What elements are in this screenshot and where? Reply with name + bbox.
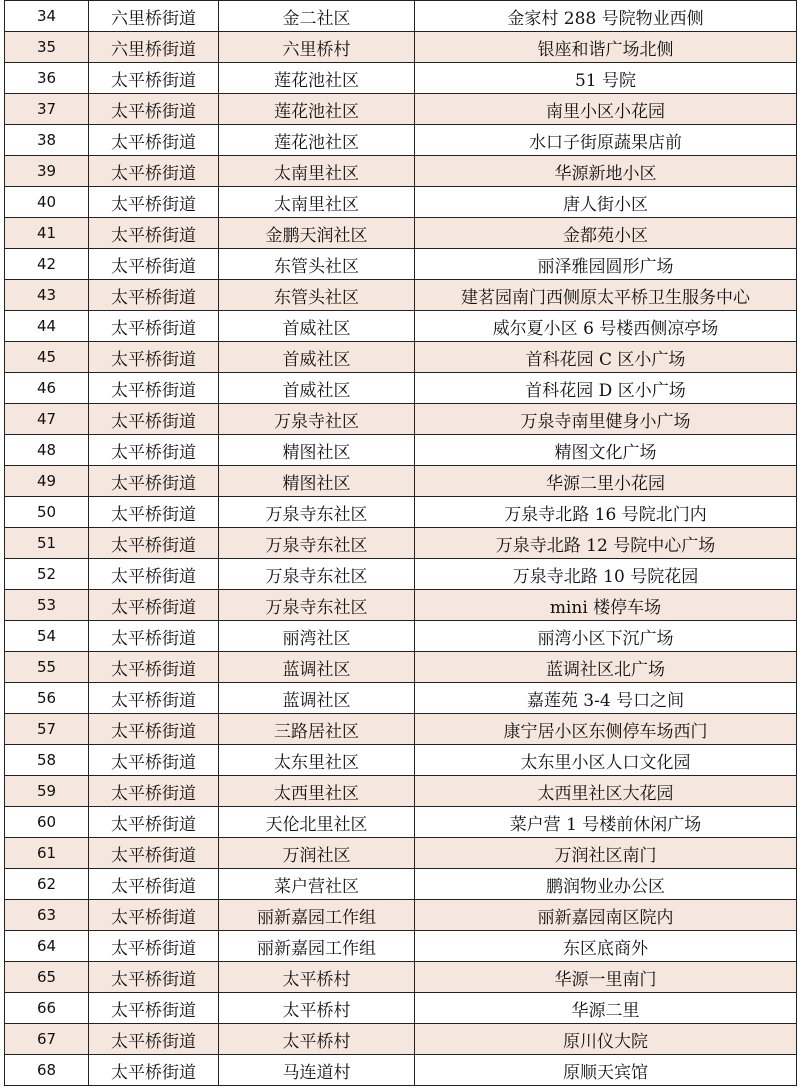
street-cell: 太平桥街道 xyxy=(89,559,219,590)
row-number-cell: 41 xyxy=(5,218,89,249)
location-table-container xyxy=(4,0,796,1086)
location-cell: 太东里小区人口文化园 xyxy=(415,745,797,776)
street-cell: 太平桥街道 xyxy=(89,683,219,714)
community-cell: 万泉寺东社区 xyxy=(219,497,415,528)
table-row xyxy=(5,652,797,683)
location-cell: 南里小区小花园 xyxy=(415,94,797,125)
table-row xyxy=(5,621,797,652)
community-cell: 天伦北里社区 xyxy=(219,807,415,838)
community-cell: 太平桥村 xyxy=(219,1024,415,1055)
row-number-cell: 55 xyxy=(5,652,89,683)
table-row xyxy=(5,156,797,187)
location-cell: 金都苑小区 xyxy=(415,218,797,249)
street-cell: 六里桥街道 xyxy=(89,1,219,32)
location-cell: 东区底商外 xyxy=(415,931,797,962)
community-cell: 首威社区 xyxy=(219,311,415,342)
table-row xyxy=(5,280,797,311)
table-row xyxy=(5,590,797,621)
row-number-cell: 51 xyxy=(5,528,89,559)
row-number-cell: 38 xyxy=(5,125,89,156)
location-cell: 华源新地小区 xyxy=(415,156,797,187)
community-cell: 太东里社区 xyxy=(219,745,415,776)
table-row xyxy=(5,931,797,962)
street-cell: 太平桥街道 xyxy=(89,993,219,1024)
row-number-cell: 54 xyxy=(5,621,89,652)
row-number-cell: 53 xyxy=(5,590,89,621)
street-cell: 太平桥街道 xyxy=(89,342,219,373)
community-cell: 太西里社区 xyxy=(219,776,415,807)
row-number-cell: 52 xyxy=(5,559,89,590)
community-cell: 万润社区 xyxy=(219,838,415,869)
row-number-cell: 37 xyxy=(5,94,89,125)
street-cell: 太平桥街道 xyxy=(89,962,219,993)
row-number-cell: 46 xyxy=(5,373,89,404)
row-number-cell: 65 xyxy=(5,962,89,993)
community-cell: 金鹏天润社区 xyxy=(219,218,415,249)
table-row xyxy=(5,466,797,497)
community-cell: 蓝调社区 xyxy=(219,683,415,714)
location-cell: 唐人街小区 xyxy=(415,187,797,218)
table-row xyxy=(5,1,797,32)
street-cell: 太平桥街道 xyxy=(89,311,219,342)
community-cell: 精图社区 xyxy=(219,466,415,497)
location-table xyxy=(4,0,797,1086)
row-number-cell: 62 xyxy=(5,869,89,900)
row-number-cell: 34 xyxy=(5,1,89,32)
community-cell: 三路居社区 xyxy=(219,714,415,745)
location-cell: 鹏润物业办公区 xyxy=(415,869,797,900)
table-row xyxy=(5,776,797,807)
location-cell: 51 号院 xyxy=(415,63,797,94)
table-row xyxy=(5,497,797,528)
street-cell: 太平桥街道 xyxy=(89,497,219,528)
street-cell: 太平桥街道 xyxy=(89,1024,219,1055)
community-cell: 金二社区 xyxy=(219,1,415,32)
street-cell: 太平桥街道 xyxy=(89,931,219,962)
row-number-cell: 66 xyxy=(5,993,89,1024)
community-cell: 东管头社区 xyxy=(219,280,415,311)
table-row xyxy=(5,32,797,63)
row-number-cell: 49 xyxy=(5,466,89,497)
community-cell: 莲花池社区 xyxy=(219,63,415,94)
table-row xyxy=(5,249,797,280)
row-number-cell: 40 xyxy=(5,187,89,218)
street-cell: 太平桥街道 xyxy=(89,900,219,931)
table-row xyxy=(5,218,797,249)
street-cell: 太平桥街道 xyxy=(89,652,219,683)
community-cell: 万泉寺东社区 xyxy=(219,590,415,621)
street-cell: 太平桥街道 xyxy=(89,125,219,156)
street-cell: 太平桥街道 xyxy=(89,1055,219,1086)
location-cell: 建茗园南门西侧原太平桥卫生服务中心 xyxy=(415,280,797,311)
community-cell: 菜户营社区 xyxy=(219,869,415,900)
table-row xyxy=(5,528,797,559)
table-row xyxy=(5,869,797,900)
table-row xyxy=(5,435,797,466)
street-cell: 太平桥街道 xyxy=(89,187,219,218)
row-number-cell: 47 xyxy=(5,404,89,435)
street-cell: 六里桥街道 xyxy=(89,32,219,63)
table-row xyxy=(5,125,797,156)
row-number-cell: 63 xyxy=(5,900,89,931)
community-cell: 太南里社区 xyxy=(219,187,415,218)
row-number-cell: 61 xyxy=(5,838,89,869)
location-cell: 太西里社区大花园 xyxy=(415,776,797,807)
location-cell: 万润社区南门 xyxy=(415,838,797,869)
table-row xyxy=(5,373,797,404)
table-row xyxy=(5,342,797,373)
location-cell: 华源二里小花园 xyxy=(415,466,797,497)
street-cell: 太平桥街道 xyxy=(89,218,219,249)
row-number-cell: 50 xyxy=(5,497,89,528)
community-cell: 万泉寺东社区 xyxy=(219,528,415,559)
location-cell: 华源一里南门 xyxy=(415,962,797,993)
table-row xyxy=(5,807,797,838)
table-row xyxy=(5,187,797,218)
location-cell: 原顺天宾馆 xyxy=(415,1055,797,1086)
street-cell: 太平桥街道 xyxy=(89,869,219,900)
street-cell: 太平桥街道 xyxy=(89,249,219,280)
street-cell: 太平桥街道 xyxy=(89,280,219,311)
street-cell: 太平桥街道 xyxy=(89,373,219,404)
row-number-cell: 58 xyxy=(5,745,89,776)
community-cell: 太平桥村 xyxy=(219,993,415,1024)
street-cell: 太平桥街道 xyxy=(89,838,219,869)
street-cell: 太平桥街道 xyxy=(89,435,219,466)
location-cell: 原川仪大院 xyxy=(415,1024,797,1055)
street-cell: 太平桥街道 xyxy=(89,621,219,652)
location-cell: 万泉寺北路 12 号院中心广场 xyxy=(415,528,797,559)
table-row xyxy=(5,900,797,931)
street-cell: 太平桥街道 xyxy=(89,63,219,94)
table-row xyxy=(5,993,797,1024)
table-row xyxy=(5,838,797,869)
street-cell: 太平桥街道 xyxy=(89,590,219,621)
row-number-cell: 60 xyxy=(5,807,89,838)
street-cell: 太平桥街道 xyxy=(89,94,219,125)
community-cell: 东管头社区 xyxy=(219,249,415,280)
location-cell: 丽新嘉园南区院内 xyxy=(415,900,797,931)
table-body xyxy=(5,1,797,1086)
street-cell: 太平桥街道 xyxy=(89,714,219,745)
row-number-cell: 45 xyxy=(5,342,89,373)
location-cell: 威尔夏小区 6 号楼西侧凉亭场 xyxy=(415,311,797,342)
community-cell: 莲花池社区 xyxy=(219,94,415,125)
row-number-cell: 67 xyxy=(5,1024,89,1055)
community-cell: 丽新嘉园工作组 xyxy=(219,900,415,931)
location-cell: 首科花园 D 区小广场 xyxy=(415,373,797,404)
location-cell: 万泉寺北路 16 号院北门内 xyxy=(415,497,797,528)
row-number-cell: 44 xyxy=(5,311,89,342)
location-cell: 丽湾小区下沉广场 xyxy=(415,621,797,652)
community-cell: 六里桥村 xyxy=(219,32,415,63)
location-cell: 丽泽雅园圆形广场 xyxy=(415,249,797,280)
location-cell: 康宁居小区东侧停车场西门 xyxy=(415,714,797,745)
community-cell: 丽湾社区 xyxy=(219,621,415,652)
table-row xyxy=(5,962,797,993)
community-cell: 马连道村 xyxy=(219,1055,415,1086)
location-cell: 华源二里 xyxy=(415,993,797,1024)
row-number-cell: 56 xyxy=(5,683,89,714)
location-cell: 万泉寺北路 10 号院花园 xyxy=(415,559,797,590)
row-number-cell: 64 xyxy=(5,931,89,962)
street-cell: 太平桥街道 xyxy=(89,776,219,807)
row-number-cell: 35 xyxy=(5,32,89,63)
table-row xyxy=(5,404,797,435)
location-cell: 蓝调社区北广场 xyxy=(415,652,797,683)
row-number-cell: 48 xyxy=(5,435,89,466)
row-number-cell: 59 xyxy=(5,776,89,807)
table-row xyxy=(5,714,797,745)
location-cell: 菜户营 1 号楼前休闲广场 xyxy=(415,807,797,838)
community-cell: 丽新嘉园工作组 xyxy=(219,931,415,962)
row-number-cell: 43 xyxy=(5,280,89,311)
street-cell: 太平桥街道 xyxy=(89,745,219,776)
community-cell: 首威社区 xyxy=(219,373,415,404)
row-number-cell: 68 xyxy=(5,1055,89,1086)
street-cell: 太平桥街道 xyxy=(89,466,219,497)
location-cell: 精图文化广场 xyxy=(415,435,797,466)
community-cell: 首威社区 xyxy=(219,342,415,373)
row-number-cell: 57 xyxy=(5,714,89,745)
street-cell: 太平桥街道 xyxy=(89,156,219,187)
street-cell: 太平桥街道 xyxy=(89,807,219,838)
table-row xyxy=(5,311,797,342)
row-number-cell: 42 xyxy=(5,249,89,280)
row-number-cell: 36 xyxy=(5,63,89,94)
community-cell: 万泉寺社区 xyxy=(219,404,415,435)
community-cell: 太平桥村 xyxy=(219,962,415,993)
table-row xyxy=(5,94,797,125)
street-cell: 太平桥街道 xyxy=(89,404,219,435)
table-row xyxy=(5,683,797,714)
street-cell: 太平桥街道 xyxy=(89,528,219,559)
location-cell: 首科花园 C 区小广场 xyxy=(415,342,797,373)
table-row xyxy=(5,63,797,94)
table-row xyxy=(5,559,797,590)
table-row xyxy=(5,1024,797,1055)
community-cell: 太南里社区 xyxy=(219,156,415,187)
community-cell: 莲花池社区 xyxy=(219,125,415,156)
location-cell: 银座和谐广场北侧 xyxy=(415,32,797,63)
location-cell: 万泉寺南里健身小广场 xyxy=(415,404,797,435)
community-cell: 精图社区 xyxy=(219,435,415,466)
location-cell: 金家村 288 号院物业西侧 xyxy=(415,1,797,32)
table-row xyxy=(5,745,797,776)
location-cell: 水口子街原蔬果店前 xyxy=(415,125,797,156)
community-cell: 蓝调社区 xyxy=(219,652,415,683)
table-row xyxy=(5,1055,797,1086)
row-number-cell: 39 xyxy=(5,156,89,187)
location-cell: mini 楼停车场 xyxy=(415,590,797,621)
location-cell: 嘉莲苑 3-4 号口之间 xyxy=(415,683,797,714)
community-cell: 万泉寺东社区 xyxy=(219,559,415,590)
